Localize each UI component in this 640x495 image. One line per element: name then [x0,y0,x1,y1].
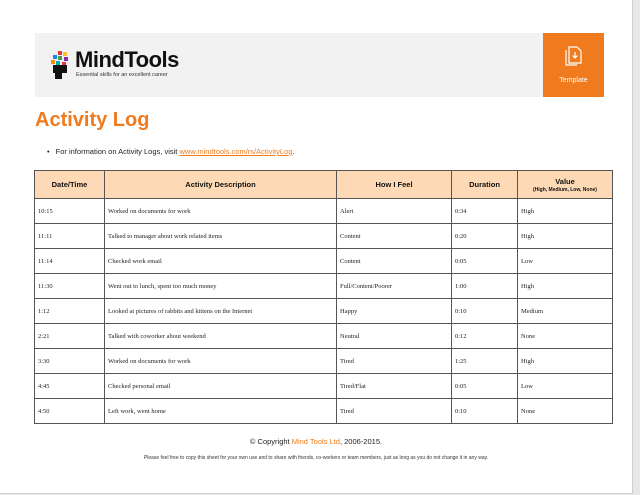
cell-feel: Happy [337,299,452,324]
cell-feel: Full/Content/Poorer [337,274,452,299]
table-row [35,249,613,274]
cell-activity: Talked to manager about work related items [105,224,337,249]
template-button[interactable] [543,33,604,97]
cell-value: High [518,349,613,374]
cell-value: Low [518,249,613,274]
copyright-line: © Copyright Mind Tools Ltd, 2006-2015. [249,437,383,446]
info-line [47,147,295,156]
cell-time: 2:21 [35,324,105,349]
header-duration: Duration [452,171,518,199]
header-value-sub: (High, Medium, Low, None) [533,186,597,193]
template-label: Template [559,77,588,84]
cell-activity: Looked at pictures of rabbits and kittens on the Internet [105,299,337,324]
mindtools-head-icon [49,51,71,79]
cell-feel: Tired [337,399,452,424]
cell-activity: Worked on documents for work [105,199,337,224]
header-value-label: Value [555,176,575,186]
cell-time: 3:30 [35,349,105,374]
activity-log-link[interactable]: www.mindtools.com/rs/ActivityLog [179,147,293,156]
cell-activity: Left work, went home [105,399,337,424]
cell-feel: Neutral [337,324,452,349]
table-row [35,399,613,424]
table-row [35,374,613,399]
table-row [35,299,613,324]
cell-activity: Went out to lunch, spent too much money [105,274,337,299]
table-row [35,224,613,249]
brand-tagline: Essential skills for an excellent career [76,72,168,78]
header-value [518,171,613,199]
cell-time: 11:30 [35,274,105,299]
cell-value: Medium [518,299,613,324]
cell-duration: 0:05 [452,374,518,399]
header-activity: Activity Description [105,171,337,199]
cell-duration: 1:00 [452,274,518,299]
cell-time: 10:15 [35,199,105,224]
cell-value: None [518,324,613,349]
usage-note: Please feel free to copy this sheet for your own use and to share with friends, co-workers or team members, just as long as you do not change it in any way. [143,455,489,461]
cell-activity: Checked personal email [105,374,337,399]
table-header-row [35,171,613,199]
cell-feel: Content [337,249,452,274]
cell-duration: 0:34 [452,199,518,224]
cell-value: High [518,199,613,224]
cell-value: Low [518,374,613,399]
cell-activity: Checked work email [105,249,337,274]
cell-value: None [518,399,613,424]
cell-value: High [518,274,613,299]
table-row [35,199,613,224]
copyright-company-link[interactable]: Mind Tools Ltd [291,437,340,446]
table-row [35,349,613,374]
cell-value: High [518,224,613,249]
brand-name: MindTools [75,47,179,72]
cell-duration: 0:10 [452,399,518,424]
page-title: Activity Log [35,109,150,131]
table-row [35,324,613,349]
cell-time: 4:45 [35,374,105,399]
cell-feel: Content [337,224,452,249]
cell-feel: Tired [337,349,452,374]
cell-time: 1:12 [35,299,105,324]
header-banner [35,33,604,97]
info-after: . [292,147,295,156]
cell-duration: 1:25 [452,349,518,374]
cell-feel: Tired/Flat [337,374,452,399]
document-download-icon [565,46,582,66]
cell-feel: Alert [337,199,452,224]
cell-duration: 0:12 [452,324,518,349]
mindtools-logo[interactable] [49,43,249,87]
cell-time: 11:11 [35,224,105,249]
bullet-icon: • [47,147,50,156]
cell-duration: 0:10 [452,299,518,324]
cell-time: 11:14 [35,249,105,274]
cell-activity: Talked with coworker about weekend [105,324,337,349]
info-text: For information on Activity Logs, visit [55,147,180,156]
cell-time: 4:50 [35,399,105,424]
activity-log-table [34,170,613,424]
cell-duration: 0:20 [452,224,518,249]
header-datetime: Date/Time [35,171,105,199]
cell-duration: 0:05 [452,249,518,274]
table-row [35,274,613,299]
header-feel: How I Feel [337,171,452,199]
cell-activity: Worked on documents for work [105,349,337,374]
